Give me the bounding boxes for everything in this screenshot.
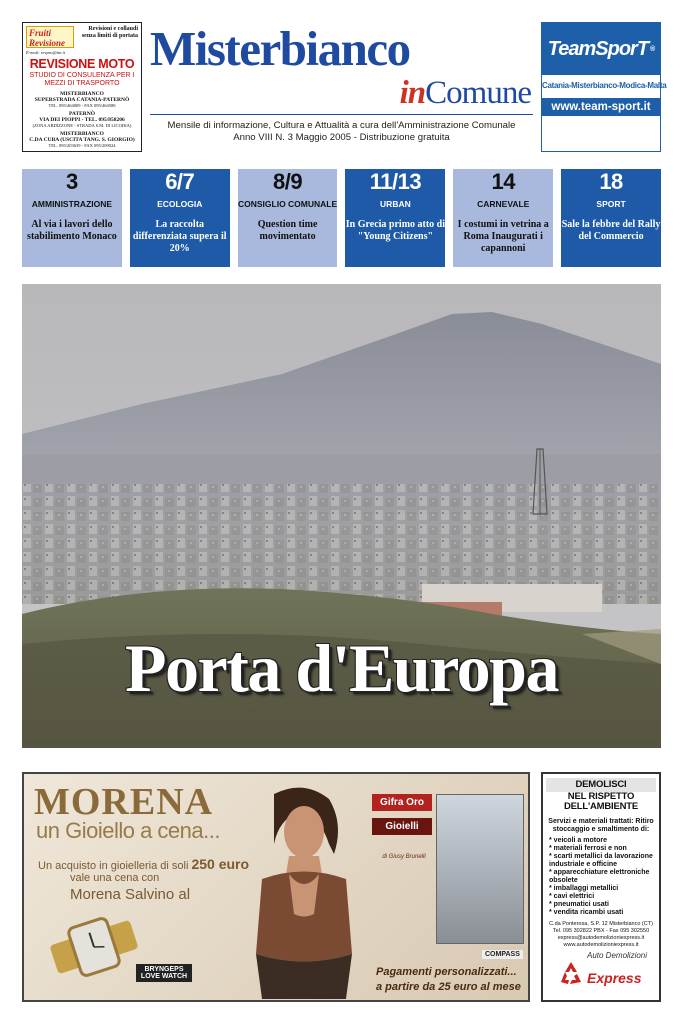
section-label: AMMINISTRAZIONE [31,199,113,209]
ad-autodemolizioni[interactable] [541,772,661,1002]
demol-phone: Tel. 095 302822 PBX - Fax 095 302550 [552,928,650,934]
section-label: URBAN [380,199,411,209]
section-page-number: 18 [599,169,623,194]
fruiti-logo: Fruiti Revisione [26,26,74,48]
express-logo-top: Auto Demolizioni [587,951,648,960]
list-item: * scarti metallici da lavorazione industriale e officine [549,853,656,869]
office-name: MISTERBIANCO [60,91,104,97]
gifra-oro-label: Gifra Oro [372,794,432,811]
office-address: VIA DEI PIOPPI - TEL. 095/858206 [39,117,125,123]
section-page-number: 14 [491,169,515,194]
section-page-number: 11/13 [369,169,422,194]
demol-address: C.da Ponterosa, S.P. 12 Misterbianco (CT) [549,921,653,927]
shop-window-photo [436,794,524,944]
demol-services-head: Servizi e materiali trattati: Ritiro stoccaggio e smaltimento di: [548,818,654,833]
ad-teamsport[interactable] [541,22,667,152]
ad-studio: STUDIO DI CONSULENZA PER I MEZZI DI TRASPORTO [29,72,135,87]
express-logo [557,952,653,996]
shop-name: di Giusy Brunelli [382,854,426,860]
issue-info: Anno VIII N. 3 Maggio 2005 - Distribuzione gratuita [233,132,450,143]
section-index [22,169,661,267]
section-box-carnevale[interactable] [453,169,553,267]
demol-contacts [546,921,656,949]
masthead-description [150,120,533,144]
demol-web[interactable]: www.autodemolizioniexpress.it [563,942,639,948]
demol-title2: NEL RISPETTO DELL'AMBIENTE [563,791,639,812]
demol-title1: DEMOLISCI [546,778,656,792]
watch-brand: BRYNGEPS LOVE WATCH [136,964,192,982]
teamsport-cities: Catania-Misterbianco-Modica-Malta [542,81,667,90]
subtitle-comune: Comune [425,75,531,111]
office-tel: TEL. 095/203639 - FAX 095/209024 [48,143,116,148]
tagline: Mensile di informazione, Cultura e Attualità a cura dell'Amministrazione Comunale [167,120,516,131]
section-teaser: I costumi in vetrina a Roma Inaugurati i capannoni [457,219,549,254]
section-teaser: Question time movimentato [257,219,318,242]
compass-logo: COMPASS [482,950,523,959]
section-label: CONSIGLIO COMUNALE [237,199,338,209]
section-teaser: La raccolta differenziata supera il 20% [132,219,227,254]
office-address: SUPERSTRADA CATANIA-PATERNÒ [34,97,130,103]
offer-amount: 250 euro [191,856,250,872]
section-teaser: In Grecia primo atto di "Young Citizens" [345,219,446,242]
teamsport-logo [542,23,660,75]
cover-photo [22,284,661,748]
teamsport-url[interactable]: www.team-sport.it [542,98,660,116]
section-teaser: Al via i lavori dello stabilimento Monaco [27,219,117,242]
registered-mark: ® [650,45,655,53]
demol-items [546,837,656,917]
morena-offer-line3: Morena Salvino al [70,886,191,903]
list-item: * pneumatici usati [549,901,656,909]
newspaper-title: Misterbianco [150,21,410,76]
office-address: C.DA CUBA (USCITA TANG. S. GIORGIO) [29,137,135,143]
list-item: * imballaggi metallici [549,885,656,893]
gioielli-label: Gioielli [372,818,432,835]
section-box-sport[interactable] [561,169,661,267]
list-item: * vendita ricambi usati [549,909,656,917]
recycle-icon [557,960,585,988]
section-teaser: Sale la febbre del Rally del Commercio [561,219,661,242]
section-page-number: 6/7 [165,169,195,194]
office-tel: (ZONA ARDIZZONE - STRADA S.M. DI LICODIA) [32,123,132,128]
section-page-number: 8/9 [273,169,303,194]
section-box-amministrazione[interactable] [22,169,122,267]
express-logo-main: Express [587,970,642,986]
demol-email[interactable]: express@autodemolizioniexpress.it [557,935,645,941]
watch-icon [44,902,144,992]
subtitle-in: in [399,75,426,111]
section-label: ECOLOGIA [157,199,203,209]
newspaper-subtitle [400,76,531,110]
office-name: PATERNÒ [68,111,96,117]
section-label: CARNEVALE [477,199,530,209]
section-box-ecologia[interactable] [130,169,230,267]
ad-revisione-moto[interactable] [22,22,142,152]
ad-morena-gioiello[interactable] [22,772,530,1002]
list-item: * cavi elettrici [549,893,656,901]
offer-text: Un acquisto in gioielleria di soli [38,860,192,872]
section-box-consiglio[interactable] [238,169,338,267]
list-item: * materiali ferrosi e non [549,845,656,853]
office-tel: TEL. 095/464009 - FAX 095/464588 [48,103,116,108]
teamsport-brand: TeamSporT [547,37,649,60]
ad-headline: REVISIONE MOTO [29,57,135,71]
list-item: * veicoli a motore [549,837,656,845]
ad-email: E-mail: revpro@tin.it [26,50,66,55]
masthead-rule [150,114,533,115]
payment-line1: Pagamenti personalizzati... [376,966,517,978]
office-name: MISTERBIANCO [60,131,104,137]
morena-offer [38,856,249,872]
model-photo [234,784,364,999]
list-item: * apparecchiature elettroniche obsolete [549,869,656,885]
payment-line2: a partire da 25 euro al mese [376,981,521,993]
ad-services: Revisioni e collaudi senza limiti di portata [81,26,138,39]
morena-subtitle: un Gioiello a cena... [36,818,220,843]
masthead [150,22,533,152]
cover-headline: Porta d'Europa [124,630,559,706]
section-label: SPORT [596,199,626,209]
section-box-urban[interactable] [345,169,445,267]
morena-title: MORENA [34,781,214,823]
section-page-number: 3 [66,169,78,194]
morena-offer-line2: vale una cena con [70,872,160,884]
